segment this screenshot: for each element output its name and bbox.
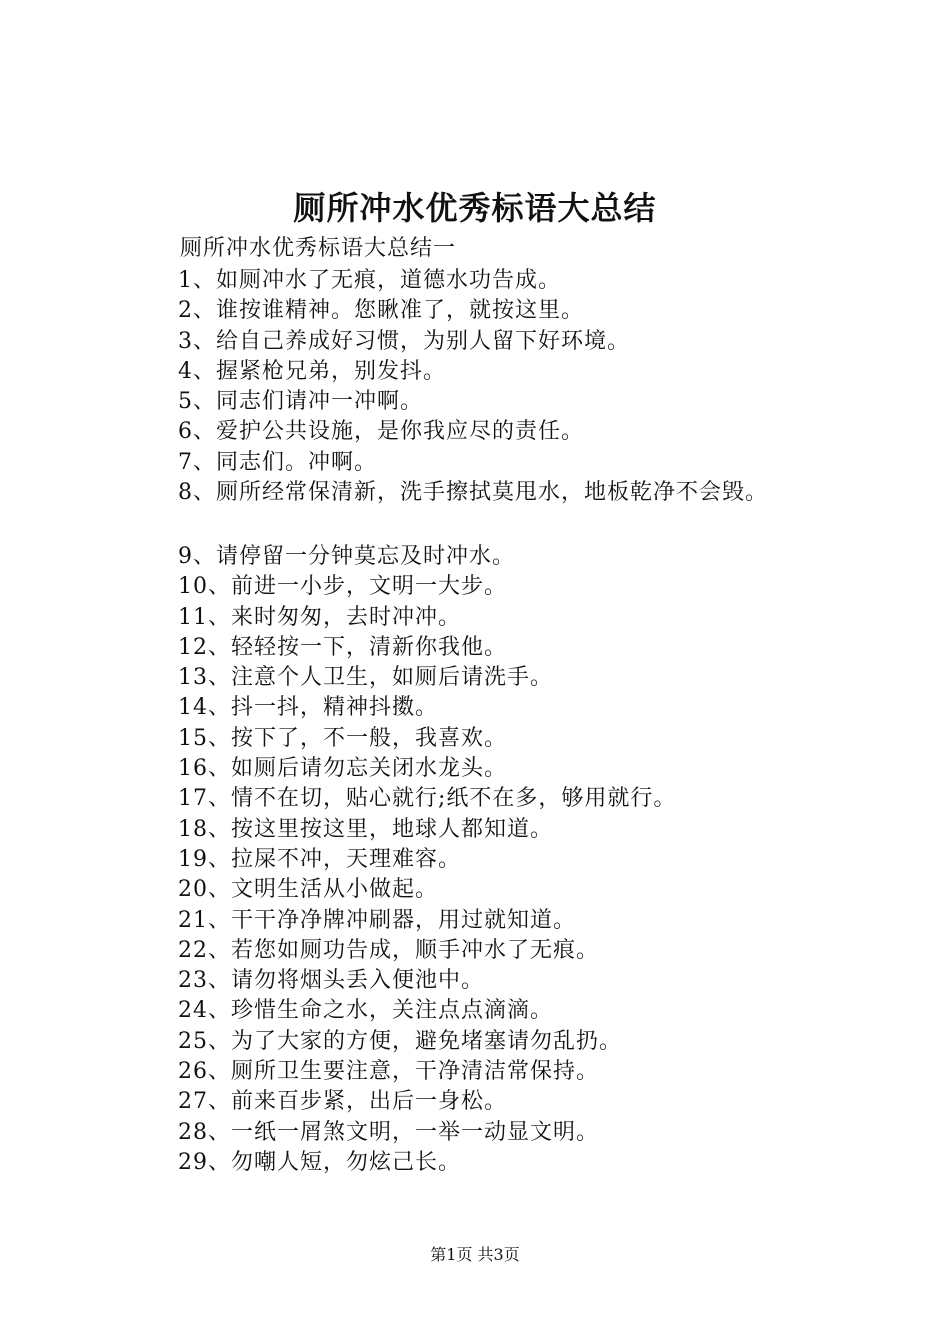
list-item: 27、前来百步紧，出后一身松。 — [178, 1089, 507, 1115]
document-subtitle: 厕所冲水优秀标语大总结一 — [180, 236, 457, 261]
document-title: 厕所冲水优秀标语大总结 — [293, 189, 657, 227]
list-item: 22、若您如厕功告成，顺手冲水了无痕。 — [178, 937, 599, 963]
slogan-list-part-2 — [178, 542, 676, 1178]
list-item: 11、来时匆匆，去时冲冲。 — [178, 604, 461, 630]
list-item: 4、握紧枪兄弟，别发抖。 — [178, 358, 446, 384]
list-item: 21、干干净净牌冲刷器，用过就知道。 — [178, 907, 576, 933]
list-item: 14、抖一抖，精神抖擞。 — [178, 695, 438, 721]
list-item: 13、注意个人卫生，如厕后请洗手。 — [178, 665, 553, 691]
list-item: 1、如厕冲水了无痕，道德水功告成。 — [178, 268, 561, 293]
list-item: 8、厕所经常保清新，洗手擦拭莫甩水，地板乾净不会毁。 — [178, 480, 768, 506]
list-item: 15、按下了，不一般，我喜欢。 — [178, 725, 507, 751]
list-item: 16、如厕后请勿忘关闭水龙头。 — [178, 756, 507, 782]
list-item: 24、珍惜生命之水，关注点点滴滴。 — [178, 998, 553, 1024]
list-item: 23、请勿将烟头丢入便池中。 — [178, 968, 484, 994]
list-item: 3、给自己养成好习惯，为别人留下好环境。 — [178, 328, 630, 354]
list-item: 28、一纸一屑煞文明，一举一动显文明。 — [178, 1119, 599, 1145]
list-item: 19、拉屎不冲，天理难容。 — [178, 846, 461, 872]
list-item: 26、厕所卫生要注意，干净清洁常保持。 — [178, 1059, 599, 1085]
list-item: 9、请停留一分钟莫忘及时冲水。 — [178, 544, 515, 569]
list-item: 10、前进一小步，文明一大步。 — [178, 574, 507, 600]
list-item: 20、文明生活从小做起。 — [178, 877, 438, 903]
list-item: 7、同志们。冲啊。 — [178, 449, 377, 475]
list-item: 17、情不在切，贴心就行;纸不在多，够用就行。 — [178, 786, 677, 812]
list-item: 12、轻轻按一下，清新你我他。 — [178, 634, 507, 660]
list-item: 18、按这里按这里，地球人都知道。 — [178, 816, 553, 842]
list-item: 29、勿嘲人短，勿炫己长。 — [178, 1149, 461, 1175]
list-item: 5、同志们请冲一冲啊。 — [178, 389, 423, 415]
list-item: 2、谁按谁精神。您瞅准了，就按这里。 — [178, 298, 584, 324]
list-item: 25、为了大家的方便，避免堵塞请勿乱扔。 — [178, 1028, 622, 1054]
list-item: 6、爱护公共设施，是你我应尽的责任。 — [178, 419, 584, 445]
slogan-list-part-1 — [178, 266, 768, 508]
page-footer: 第1页 共3页 — [430, 1245, 520, 1264]
